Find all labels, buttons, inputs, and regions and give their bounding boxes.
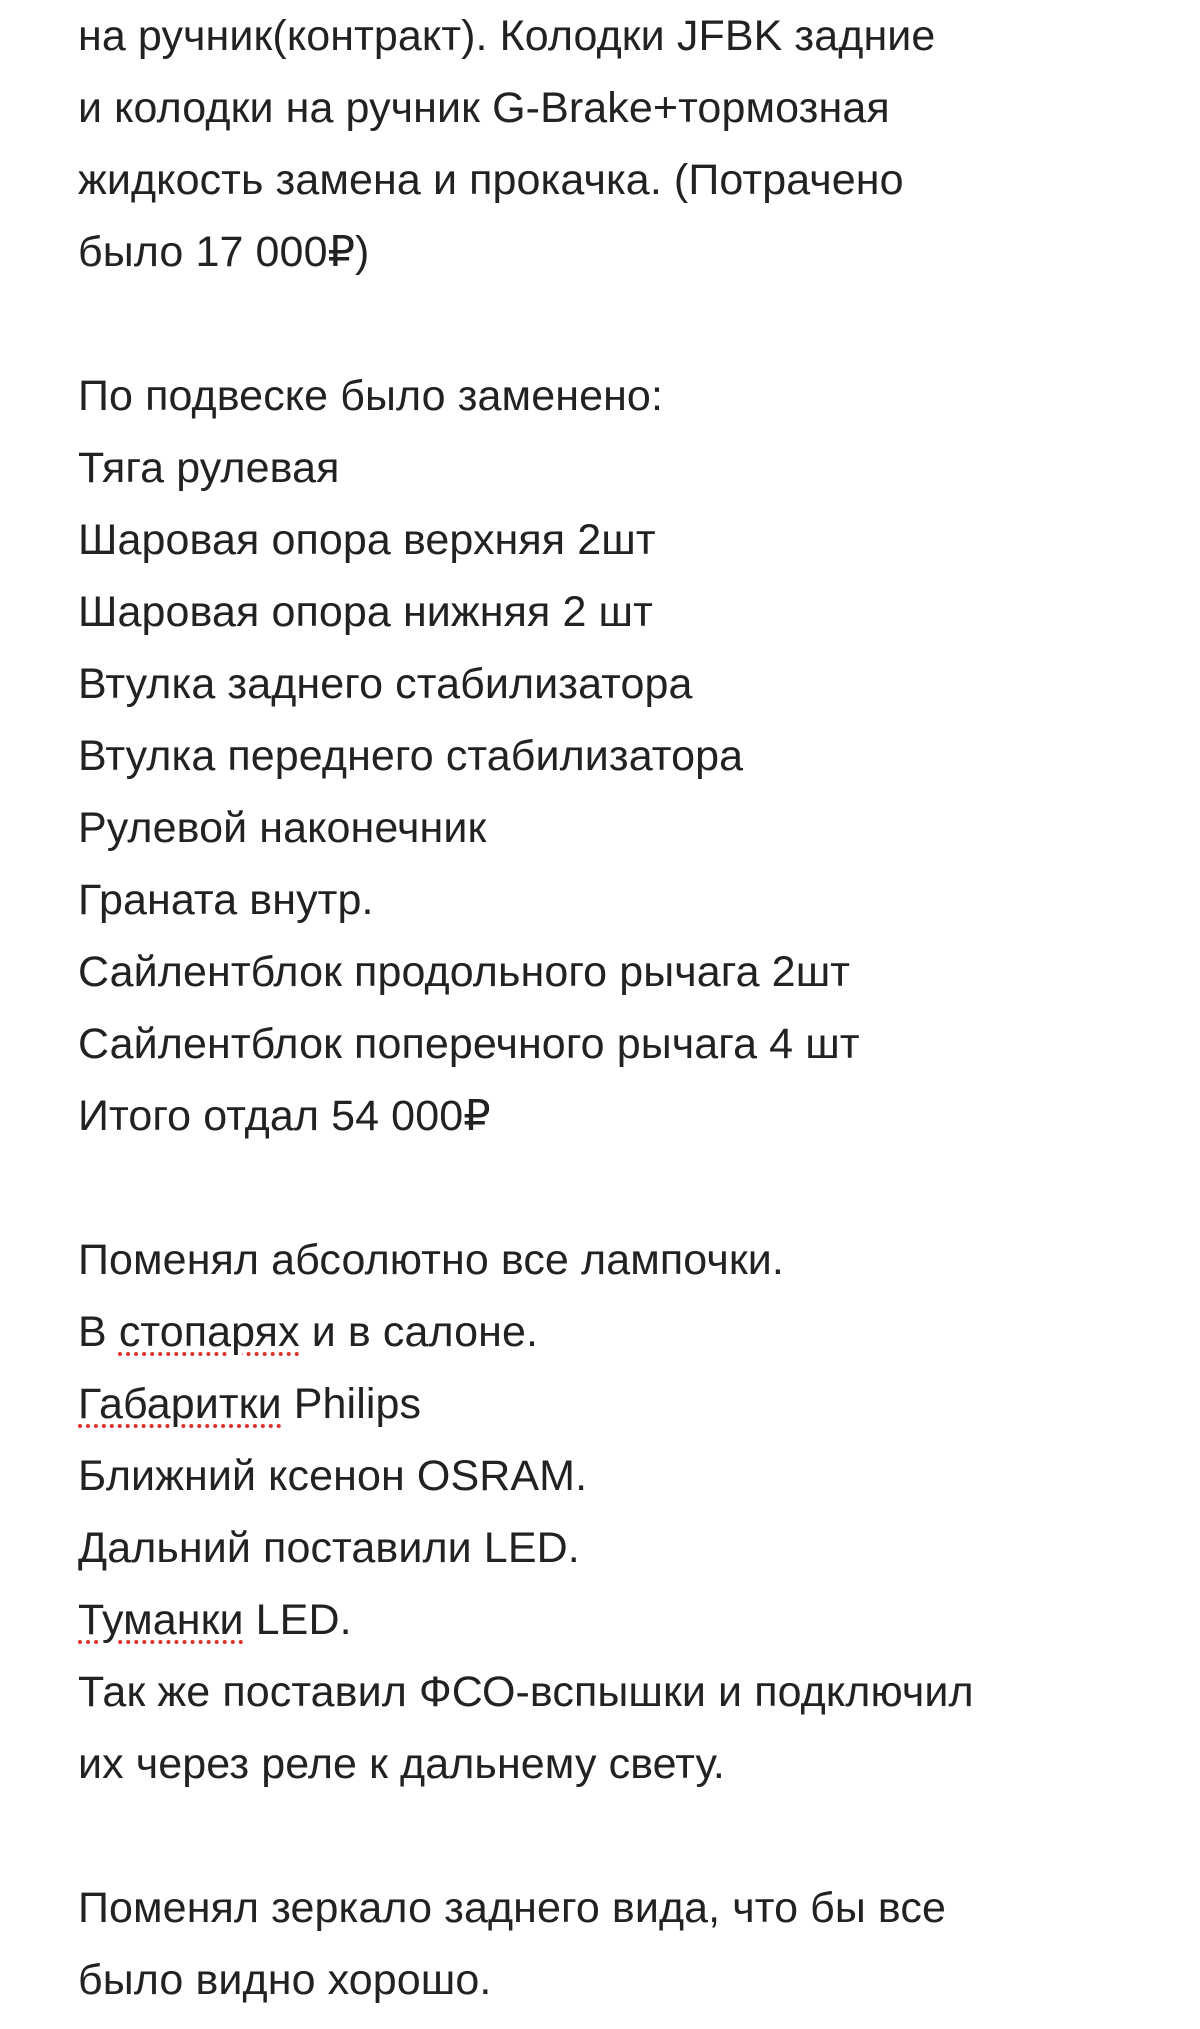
misspelled-word[interactable]: Габаритки bbox=[78, 1380, 282, 1428]
text-line: Втулка переднего стабилизатора bbox=[78, 732, 744, 780]
text-line bbox=[78, 1584, 1158, 1656]
text-line: Поменял абсолютно все лампочки. bbox=[78, 1236, 784, 1284]
text-line: Поменял зеркало заднего вида, что бы все bbox=[78, 1884, 947, 1932]
note-text-body[interactable] bbox=[78, 0, 1158, 2016]
text-line: жидкость замена и прокачка. (Потрачено bbox=[78, 156, 904, 204]
text-line: Шаровая опора верхняя 2шт bbox=[78, 516, 656, 564]
paragraph-lights bbox=[78, 1224, 1158, 1800]
text-line: Сайлентблок продольного рычага 2шт bbox=[78, 948, 851, 996]
text-line: было 17 000₽) bbox=[78, 228, 370, 276]
text-line: Шаровая опора нижняя 2 шт bbox=[78, 588, 653, 636]
text-line: на ручник(контракт). Колодки JFBK задние bbox=[78, 12, 936, 60]
paragraph-suspension bbox=[78, 360, 1158, 1152]
text-line-total: Итого отдал 54 000₽ bbox=[78, 1092, 491, 1140]
text-line: Так же поставил ФСО-вспышки и подключил bbox=[78, 1668, 974, 1716]
text-fragment: Philips bbox=[281, 1380, 422, 1428]
text-line: Втулка заднего стабилизатора bbox=[78, 660, 693, 708]
text-line: и колодки на ручник G-Brake+тормозная bbox=[78, 84, 890, 132]
text-line: их через реле к дальнему свету. bbox=[78, 1740, 725, 1788]
misspelled-word[interactable]: стопарях bbox=[118, 1308, 300, 1356]
paragraph-gap bbox=[78, 1800, 1158, 1872]
paragraph-brakes bbox=[78, 0, 1158, 288]
text-line: Ближний ксенон OSRAM. bbox=[78, 1452, 588, 1500]
text-line bbox=[78, 1368, 1158, 1440]
text-fragment: LED. bbox=[243, 1596, 352, 1644]
paragraph-mirror bbox=[78, 1872, 1158, 2016]
paragraph-gap bbox=[78, 288, 1158, 360]
text-line: Дальний поставили LED. bbox=[78, 1524, 580, 1572]
text-line: По подвеске было заменено: bbox=[78, 372, 663, 420]
text-line bbox=[78, 1296, 1158, 1368]
text-line: Граната внутр. bbox=[78, 876, 374, 924]
text-fragment: В bbox=[78, 1308, 119, 1356]
text-line: было видно хорошо. bbox=[78, 1956, 492, 2004]
text-line: Тяга рулевая bbox=[78, 444, 340, 492]
text-line: Рулевой наконечник bbox=[78, 804, 487, 852]
text-fragment: и в салоне. bbox=[299, 1308, 539, 1356]
paragraph-gap bbox=[78, 1152, 1158, 1224]
misspelled-word[interactable]: Туманки bbox=[78, 1596, 244, 1644]
text-line: Сайлентблок поперечного рычага 4 шт bbox=[78, 1020, 860, 1068]
